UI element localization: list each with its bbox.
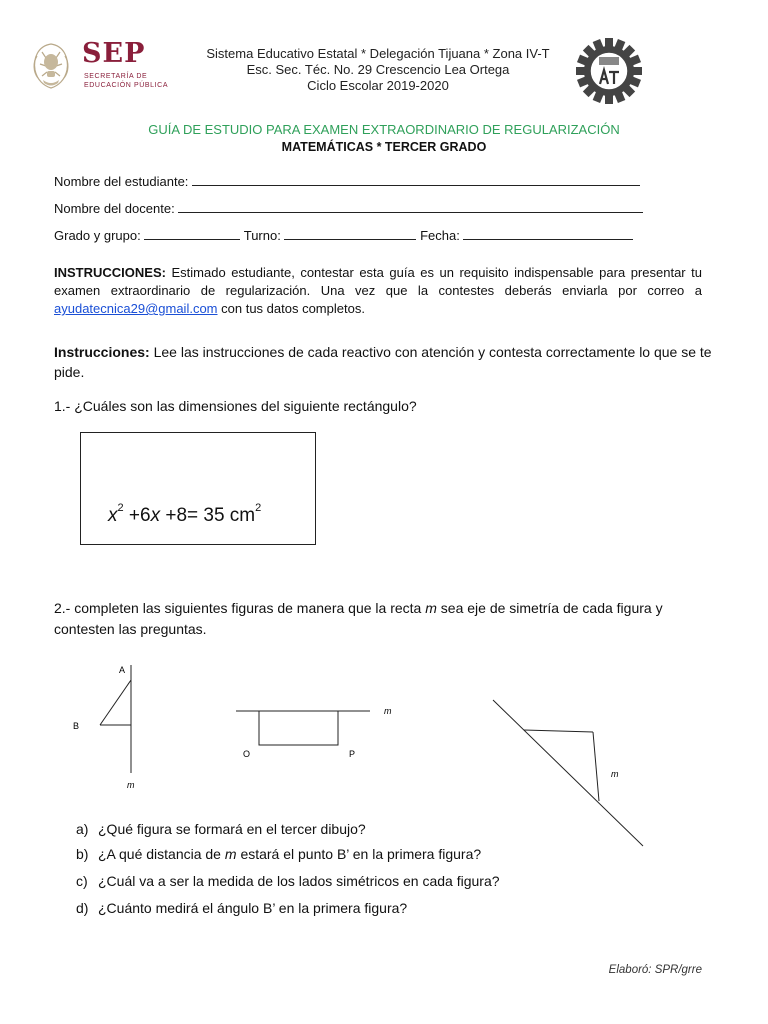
- email-link[interactable]: ayudatecnica29@gmail.com: [54, 301, 218, 316]
- question-1: 1.- ¿Cuáles son las dimensiones del siguiente rectángulo?: [54, 398, 417, 414]
- rectangle-figure: [80, 432, 316, 545]
- instructions-text-end: con tus datos completos.: [221, 301, 365, 316]
- figure-1-label-b: B: [73, 721, 80, 731]
- figure-2-label-p: P: [349, 749, 356, 759]
- general-instructions: [54, 342, 714, 382]
- student-name-field: [54, 174, 640, 189]
- guide-title: GUÍA DE ESTUDIO PARA EXAMEN EXTRAORDINARIO DE REGULARIZACIÓN: [148, 122, 620, 137]
- subject-title: MATEMÁTICAS * TERCER GRADO: [281, 140, 487, 154]
- grade-label: Grado y grupo:: [54, 228, 141, 243]
- author-footer: Elaboró: SPR/grre: [608, 964, 702, 976]
- sub-question-b: b) ¿A qué distancia de m estará el punto B’ en la primera figura?: [76, 846, 482, 862]
- figure-1-label-m: m: [127, 780, 135, 790]
- header-line-school: Esc. Sec. Téc. No. 29 Crescencio Lea Ortega: [246, 62, 510, 77]
- figure-1-triangle: [100, 665, 131, 773]
- figure-2-rectangle: [236, 711, 370, 745]
- sep-subtitle: SECRETARÍA DE EDUCACIÓN PÚBLICA: [84, 73, 169, 89]
- general-instructions-text: Lee las instrucciones de cada reactivo con atención y contesta correctamente lo que se te pide.: [54, 344, 712, 380]
- mexico-emblem-icon: [28, 38, 74, 92]
- general-instructions-label: Instrucciones:: [54, 344, 150, 360]
- instructions-text: Estimado estudiante, contestar esta guía es un requisito indispensable para presentar tu examen extraordinario de regularización. Una vez que la contestes deberás enviarla por correo a: [54, 265, 702, 298]
- instructions-paragraph: [54, 264, 702, 318]
- student-name-blank[interactable]: [192, 174, 640, 186]
- figure-1-label-a: A: [119, 665, 126, 675]
- header-line-system: Sistema Educativo Estatal * Delegación Tijuana * Zona IV-T: [206, 46, 550, 61]
- figure-3-shape: [493, 700, 643, 846]
- sub-question-d: d) ¿Cuánto medirá el ángulo B’ en la primera figura?: [76, 900, 408, 916]
- teacher-name-label: Nombre del docente:: [54, 201, 175, 216]
- question-2: 2.- completen las siguientes figuras de manera que la recta m sea eje de simetría de cada figura y contesten las preguntas.: [54, 600, 663, 637]
- grade-blank[interactable]: [144, 228, 240, 240]
- grade-shift-date-fields: [54, 228, 633, 243]
- rectangle-area-expression: $x^2 +6x +8= 35$ $cm^2$: [108, 502, 262, 526]
- school-header: [150, 46, 606, 94]
- school-gear-logo-icon: [576, 38, 642, 104]
- date-label: Fecha:: [420, 228, 460, 243]
- figure-2-label-o: O: [243, 749, 251, 759]
- shift-label: Turno:: [243, 228, 281, 243]
- teacher-name-field: [54, 201, 643, 216]
- figure-3-label-m: m: [611, 769, 619, 779]
- sep-wordmark: SEP: [82, 38, 146, 69]
- sub-question-a: a) ¿Qué figura se formará en el tercer dibujo?: [76, 821, 366, 837]
- figure-2-label-m: m: [384, 706, 392, 716]
- shift-blank[interactable]: [284, 228, 416, 240]
- header-line-cycle: Ciclo Escolar 2019-2020: [307, 78, 449, 93]
- student-name-label: Nombre del estudiante:: [54, 174, 189, 189]
- teacher-name-blank[interactable]: [178, 201, 643, 213]
- date-blank[interactable]: [463, 228, 633, 240]
- sub-question-c: c) ¿Cuál va a ser la medida de los lados simétricos en cada figura?: [76, 873, 500, 889]
- instructions-label: INSTRUCCIONES:: [54, 265, 166, 280]
